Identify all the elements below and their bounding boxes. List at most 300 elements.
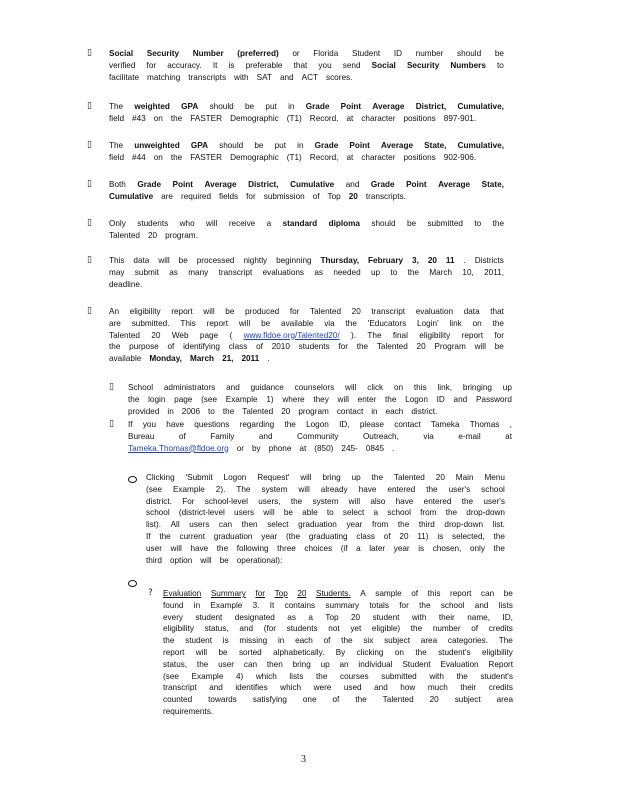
word: up — [502, 383, 512, 392]
word: Cumulative, — [457, 141, 504, 150]
word: Record, — [309, 152, 339, 162]
word: Main — [455, 473, 474, 482]
word: choices — [304, 543, 333, 553]
word: evaluation — [415, 307, 454, 316]
word: missing — [239, 636, 268, 646]
word: the — [159, 531, 171, 541]
word: Cumulative — [109, 191, 154, 201]
word: school — [146, 508, 170, 518]
word: field — [109, 113, 125, 123]
text-line — [163, 588, 513, 600]
word: page — [174, 394, 193, 404]
word: Districts — [474, 256, 504, 265]
word: Talented — [310, 307, 342, 316]
word: for — [146, 60, 157, 70]
text-line — [109, 353, 504, 365]
word: (see — [163, 671, 179, 681]
word: contact — [394, 420, 421, 429]
word: totals — [369, 600, 389, 610]
word: be — [219, 555, 229, 565]
word: the — [371, 473, 383, 482]
word: Student — [402, 659, 431, 669]
word: and — [258, 431, 273, 441]
word: Monday, — [149, 354, 182, 364]
word: on — [153, 152, 163, 162]
word: for — [246, 191, 256, 201]
word: GPA — [181, 102, 199, 111]
word: will — [203, 307, 215, 316]
word: will — [348, 496, 361, 506]
word: 2). — [215, 484, 226, 494]
word: Point — [340, 102, 362, 111]
word: of — [312, 191, 320, 201]
word: submitted — [381, 671, 417, 681]
word: is — [437, 531, 444, 541]
word: the — [461, 496, 474, 506]
word: Record, — [309, 113, 339, 123]
word: be — [494, 342, 504, 352]
word: this — [413, 383, 427, 392]
word: (for — [263, 624, 276, 634]
word: Numbers — [450, 60, 486, 70]
word: student's — [438, 647, 471, 657]
word: the — [415, 647, 427, 657]
word: report — [163, 647, 185, 657]
word: of — [167, 342, 175, 352]
word: processed — [196, 256, 235, 265]
word: credits — [488, 624, 513, 634]
word: system — [261, 484, 288, 494]
word: on — [393, 383, 404, 392]
word: scores. — [325, 72, 353, 82]
word: be — [178, 256, 188, 265]
word: year — [346, 520, 363, 530]
word: courses — [339, 671, 369, 681]
word: The — [367, 330, 382, 340]
word: put — [274, 141, 286, 150]
text-line — [109, 72, 504, 84]
word: the — [492, 219, 504, 228]
word: school — [481, 484, 505, 494]
word: be — [503, 589, 513, 598]
word: the — [316, 671, 328, 681]
word: ( — [229, 330, 233, 340]
word: Average — [381, 141, 414, 150]
word: Point — [406, 180, 427, 189]
word: the — [163, 636, 175, 646]
word: Community — [297, 431, 339, 441]
word: third — [418, 520, 435, 530]
word: the — [410, 624, 423, 634]
word: area — [496, 695, 513, 705]
word: much — [427, 683, 448, 693]
word: deadline. — [109, 279, 143, 289]
text-line — [109, 60, 504, 72]
word: 20 — [429, 695, 439, 705]
word: bring — [292, 659, 311, 669]
word: that — [293, 60, 308, 70]
word: 21, — [222, 354, 234, 364]
word: Web — [171, 330, 189, 340]
word: then — [266, 659, 283, 669]
word: The — [498, 636, 513, 646]
word: and — [345, 180, 360, 189]
word: receive — [228, 219, 256, 228]
word: link, — [437, 383, 453, 392]
word: be — [494, 49, 504, 58]
word: only — [469, 543, 485, 553]
word: data — [463, 307, 480, 316]
word: credits — [488, 683, 513, 693]
word: categories. — [447, 636, 488, 646]
word: individual — [358, 659, 393, 669]
word: drop-down — [444, 520, 484, 530]
word: send — [342, 60, 361, 70]
word: Social — [371, 60, 396, 70]
word: later — [369, 543, 386, 553]
word: #44 — [132, 152, 146, 162]
word: Example — [172, 484, 205, 494]
word: identifying — [183, 342, 220, 352]
word: students — [137, 219, 169, 228]
word: and — [279, 72, 294, 82]
word: School — [128, 383, 154, 392]
word: #43 — [132, 113, 146, 123]
word: select — [342, 508, 365, 518]
page-number: 3 — [301, 754, 306, 765]
word: may — [109, 267, 125, 277]
word: 0845 — [365, 443, 384, 453]
word: three — [277, 543, 296, 553]
word: from — [371, 520, 389, 530]
word: regarding — [239, 420, 275, 429]
word: will — [337, 394, 349, 404]
word: click — [367, 383, 384, 392]
word: found — [163, 600, 184, 610]
word: school-level — [204, 496, 248, 506]
word: ID, — [339, 420, 350, 429]
word: be — [245, 102, 255, 111]
word: will — [474, 342, 486, 352]
word: on — [394, 647, 404, 657]
word: to — [326, 508, 334, 518]
word: the — [445, 508, 458, 518]
word: third — [146, 555, 162, 565]
word: year — [261, 531, 278, 541]
word: Evaluation — [163, 589, 202, 598]
word: (the — [285, 531, 301, 541]
word: and — [453, 394, 468, 404]
word: of — [332, 695, 340, 705]
word: six — [363, 636, 374, 646]
word: their — [438, 612, 455, 622]
word: subject — [384, 636, 411, 646]
word: the — [397, 520, 410, 530]
word: Talented — [382, 695, 414, 705]
word: 1) — [266, 394, 274, 404]
word: Top — [325, 612, 339, 622]
word: It — [212, 60, 218, 70]
word: for — [338, 342, 348, 352]
word: submit — [134, 267, 159, 277]
word: on — [472, 318, 482, 328]
word: Point — [349, 141, 370, 150]
word: already — [320, 484, 348, 494]
word: identifies — [235, 683, 268, 693]
word: in — [193, 600, 201, 610]
word: Top — [327, 191, 341, 201]
word: district. — [146, 496, 172, 506]
word: by — [251, 443, 261, 453]
word: Talented — [242, 406, 274, 416]
word: Students. — [316, 589, 351, 598]
word: entered — [387, 484, 416, 494]
word: 20 — [399, 531, 409, 541]
word: should — [457, 49, 482, 58]
word: able — [302, 508, 318, 518]
word: you — [142, 420, 157, 429]
word: or — [292, 49, 300, 58]
word: a — [308, 612, 313, 622]
word: (850) — [314, 443, 334, 453]
word: student's — [480, 671, 513, 681]
word: subject — [454, 695, 481, 705]
word: program — [298, 406, 329, 416]
word: the — [222, 406, 235, 416]
checkbox-bullet-icon: ▯ — [87, 48, 92, 58]
word: ID — [436, 394, 445, 404]
word: preferable — [245, 60, 283, 70]
word: for — [399, 600, 409, 610]
word: 10, — [462, 267, 474, 277]
word: the — [355, 695, 367, 705]
word: be — [283, 508, 293, 518]
word: The — [109, 141, 124, 150]
text-line — [109, 267, 504, 279]
word: required — [180, 191, 212, 201]
word: SAT — [256, 72, 272, 82]
word: list). — [146, 520, 162, 530]
word: program. — [165, 230, 198, 240]
word: student — [372, 612, 400, 622]
word: be — [254, 141, 264, 150]
word: users, — [258, 496, 281, 506]
word: fields — [219, 191, 239, 201]
word: Talented — [376, 342, 408, 352]
bullet-item — [109, 306, 504, 365]
word: available — [281, 318, 314, 328]
word: towards — [208, 695, 237, 705]
word: Demographic — [230, 113, 279, 123]
word: to — [390, 267, 398, 277]
text-line — [128, 394, 512, 406]
word: of — [178, 431, 186, 441]
text-line — [128, 431, 512, 443]
word: can — [218, 520, 233, 530]
bullet-item — [109, 48, 504, 83]
word: Social — [109, 49, 134, 58]
word: will — [195, 647, 208, 657]
word: District, — [248, 180, 279, 189]
word: 20 — [151, 330, 161, 340]
text-line — [128, 419, 512, 431]
word: a — [266, 219, 272, 228]
word: can — [480, 589, 495, 598]
word: produced — [245, 307, 280, 316]
word: It — [269, 600, 275, 610]
word: diploma — [328, 219, 360, 228]
word: Security — [146, 49, 180, 58]
word: positions — [403, 113, 436, 123]
word: to — [474, 219, 482, 228]
word: Point — [172, 180, 194, 189]
word: list. — [492, 520, 505, 530]
hyperlink[interactable]: Tameka.Thomas@fldoe.org — [128, 443, 229, 453]
word: students — [286, 624, 318, 634]
word: 20 — [427, 256, 437, 265]
word: up — [370, 267, 381, 277]
word: login — [148, 394, 166, 404]
word: student — [185, 636, 212, 646]
word: Logon — [306, 420, 329, 429]
word: also — [370, 496, 386, 506]
hyperlink[interactable]: www.fldoe.org/Talented20/ — [243, 330, 340, 340]
word: the — [493, 531, 505, 541]
text-line — [163, 635, 513, 647]
word: eligibility — [481, 647, 513, 657]
word: in — [277, 636, 285, 646]
word: were — [313, 683, 332, 693]
word: Report — [488, 659, 513, 669]
word: the — [493, 543, 505, 553]
bullet-item — [109, 101, 504, 125]
word: name, — [467, 612, 490, 622]
word: chosen, — [432, 543, 462, 553]
word: 902-906. — [443, 152, 477, 162]
word: the — [345, 318, 357, 328]
word: phone — [268, 443, 292, 453]
word: Menu — [484, 473, 505, 482]
word: system — [312, 496, 339, 506]
word: the — [128, 394, 140, 404]
word: for — [255, 589, 265, 598]
word: By — [335, 647, 346, 657]
word: 20 — [435, 473, 445, 482]
text-line — [109, 306, 504, 318]
word: Tameka — [430, 420, 460, 429]
word: contact — [336, 406, 364, 416]
word: Grade — [314, 141, 339, 150]
word: in — [371, 406, 378, 416]
word: as — [287, 612, 296, 622]
word: 11 — [445, 256, 455, 265]
word: class — [228, 342, 248, 352]
bullet-item — [109, 179, 504, 203]
word: (preferred) — [237, 49, 279, 58]
word: for — [494, 330, 504, 340]
word: selected, — [452, 531, 485, 541]
word: can — [243, 659, 258, 669]
word: questions — [194, 420, 230, 429]
word: will — [263, 508, 275, 518]
word: lists — [498, 600, 513, 610]
word: who — [179, 219, 195, 228]
word: year — [393, 543, 410, 553]
text-line — [128, 443, 512, 455]
word: matching — [147, 72, 181, 82]
word: should — [371, 219, 396, 228]
word: have — [395, 496, 414, 506]
word: transcripts — [188, 72, 227, 82]
word: State, — [424, 141, 447, 150]
word: the — [196, 659, 209, 669]
word: Example — [210, 600, 243, 610]
word: and — [209, 683, 223, 693]
word: or — [236, 443, 244, 453]
text-line — [128, 382, 512, 394]
word: (see — [146, 484, 162, 494]
word: of — [411, 589, 419, 598]
bullet-item — [109, 218, 504, 242]
word: Logon — [405, 394, 428, 404]
word: Average — [438, 180, 471, 189]
word: needed — [333, 267, 361, 277]
text-line — [109, 218, 504, 230]
word: Talented — [109, 230, 140, 240]
word: user's — [483, 496, 505, 506]
word: February — [368, 256, 404, 265]
word: accuracy. — [167, 60, 202, 70]
text-line — [146, 543, 505, 555]
word: in — [297, 141, 304, 150]
word: An — [109, 307, 120, 316]
word: administrators — [163, 383, 216, 392]
word: the — [426, 484, 438, 494]
word: are — [109, 318, 121, 328]
word: each — [385, 406, 404, 416]
word: of — [383, 531, 391, 541]
word: in — [167, 406, 174, 416]
word: in — [288, 102, 295, 111]
word: clicking — [356, 647, 384, 657]
word: Average — [204, 180, 237, 189]
word: (if — [340, 543, 348, 553]
word: put — [265, 102, 277, 111]
word: Talented — [109, 330, 140, 340]
word: at — [299, 443, 307, 453]
word: data — [133, 256, 150, 265]
word: with — [234, 72, 249, 82]
word: weighted — [134, 102, 170, 111]
word: Grade — [137, 180, 162, 189]
word: Bureau — [128, 431, 155, 441]
word: operational): — [236, 555, 283, 565]
word: you — [318, 60, 332, 70]
word: purpose — [129, 342, 159, 352]
word: entered — [423, 496, 452, 506]
menu-description — [146, 472, 505, 566]
word: 897-901. — [443, 113, 477, 123]
word: A — [360, 589, 366, 598]
word: Thomas — [469, 420, 500, 429]
word: the — [492, 318, 504, 328]
word: Summary — [210, 589, 246, 598]
text-line — [109, 330, 504, 342]
word: report — [461, 330, 484, 340]
word: Example — [225, 394, 258, 404]
word: eligible) — [371, 624, 401, 634]
text-line — [146, 531, 505, 543]
